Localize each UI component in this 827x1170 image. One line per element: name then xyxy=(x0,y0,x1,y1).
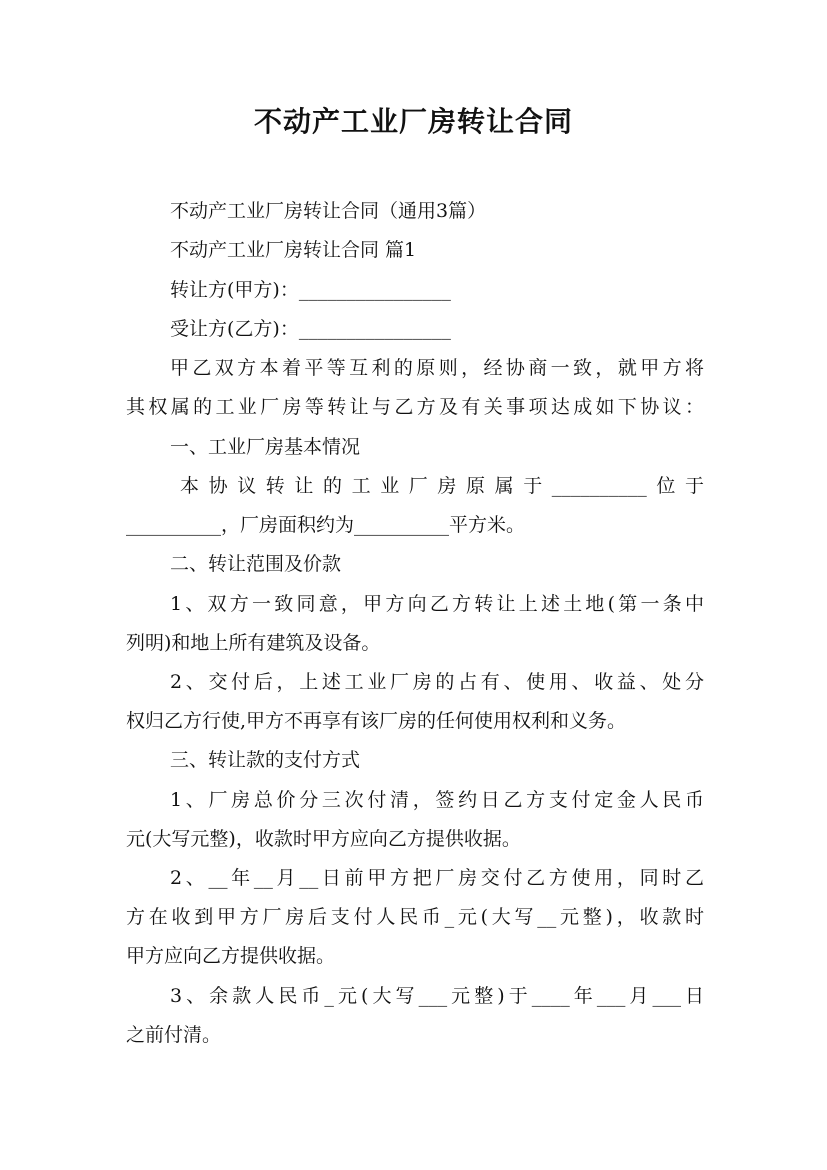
paragraph-line: 权归乙方行使,甲方不再享有该厂房的任何使用权利和义务。 xyxy=(126,710,627,732)
paragraph-line: 2、__年__月__日前甲方把厂房交付乙方使用，同时乙 xyxy=(170,867,704,889)
paragraph-line: 元(大写元整)，收款时甲方应向乙方提供收据。 xyxy=(126,828,521,850)
paragraph-line: 3、余款人民币_元(大写___元整)于____年___月___日 xyxy=(170,985,704,1007)
clause-heading: 三、转让款的支付方式 xyxy=(170,749,361,771)
paragraph-line: __________，厂房面积约为__________平方米。 xyxy=(126,514,526,536)
clause-heading: 一、工业厂房基本情况 xyxy=(170,436,361,458)
paragraph-line: 其权属的工业厂房等转让与乙方及有关事项达成如下协议： xyxy=(126,396,704,418)
document-title: 不动产工业厂房转让合同 xyxy=(253,105,573,138)
paragraph-line: 1、双方一致同意，甲方向乙方转让上述土地(第一条中 xyxy=(170,593,704,615)
paragraph-line: 之前付清。 xyxy=(126,1024,222,1046)
paragraph-line: 列明)和地上所有建筑及设备。 xyxy=(126,632,381,654)
paragraph-line: 1、厂房总价分三次付清，签约日乙方支付定金人民币 xyxy=(170,789,704,811)
transferee-field: 受让方(乙方)：________________ xyxy=(170,318,451,340)
paragraph-line: 甲乙双方本着平等互利的原则，经协商一致，就甲方将 xyxy=(170,357,704,379)
clause-heading: 二、转让范围及价款 xyxy=(170,553,342,575)
transferor-field: 转让方(甲方)：________________ xyxy=(170,279,451,301)
paragraph-line: 2、交付后，上述工业厂房的占有、使用、收益、处分 xyxy=(170,671,704,693)
section-heading: 不动产工业厂房转让合同 篇1 xyxy=(170,239,417,261)
paragraph-line: 甲方应向乙方提供收据。 xyxy=(126,945,336,967)
paragraph-line: 本协议转让的工业厂房原属于__________位于 xyxy=(180,475,704,497)
subtitle-line: 不动产工业厂房转让合同（通用3篇） xyxy=(170,200,487,222)
paragraph-line: 方在收到甲方厂房后支付人民币_元(大写__元整)，收款时 xyxy=(126,906,704,928)
